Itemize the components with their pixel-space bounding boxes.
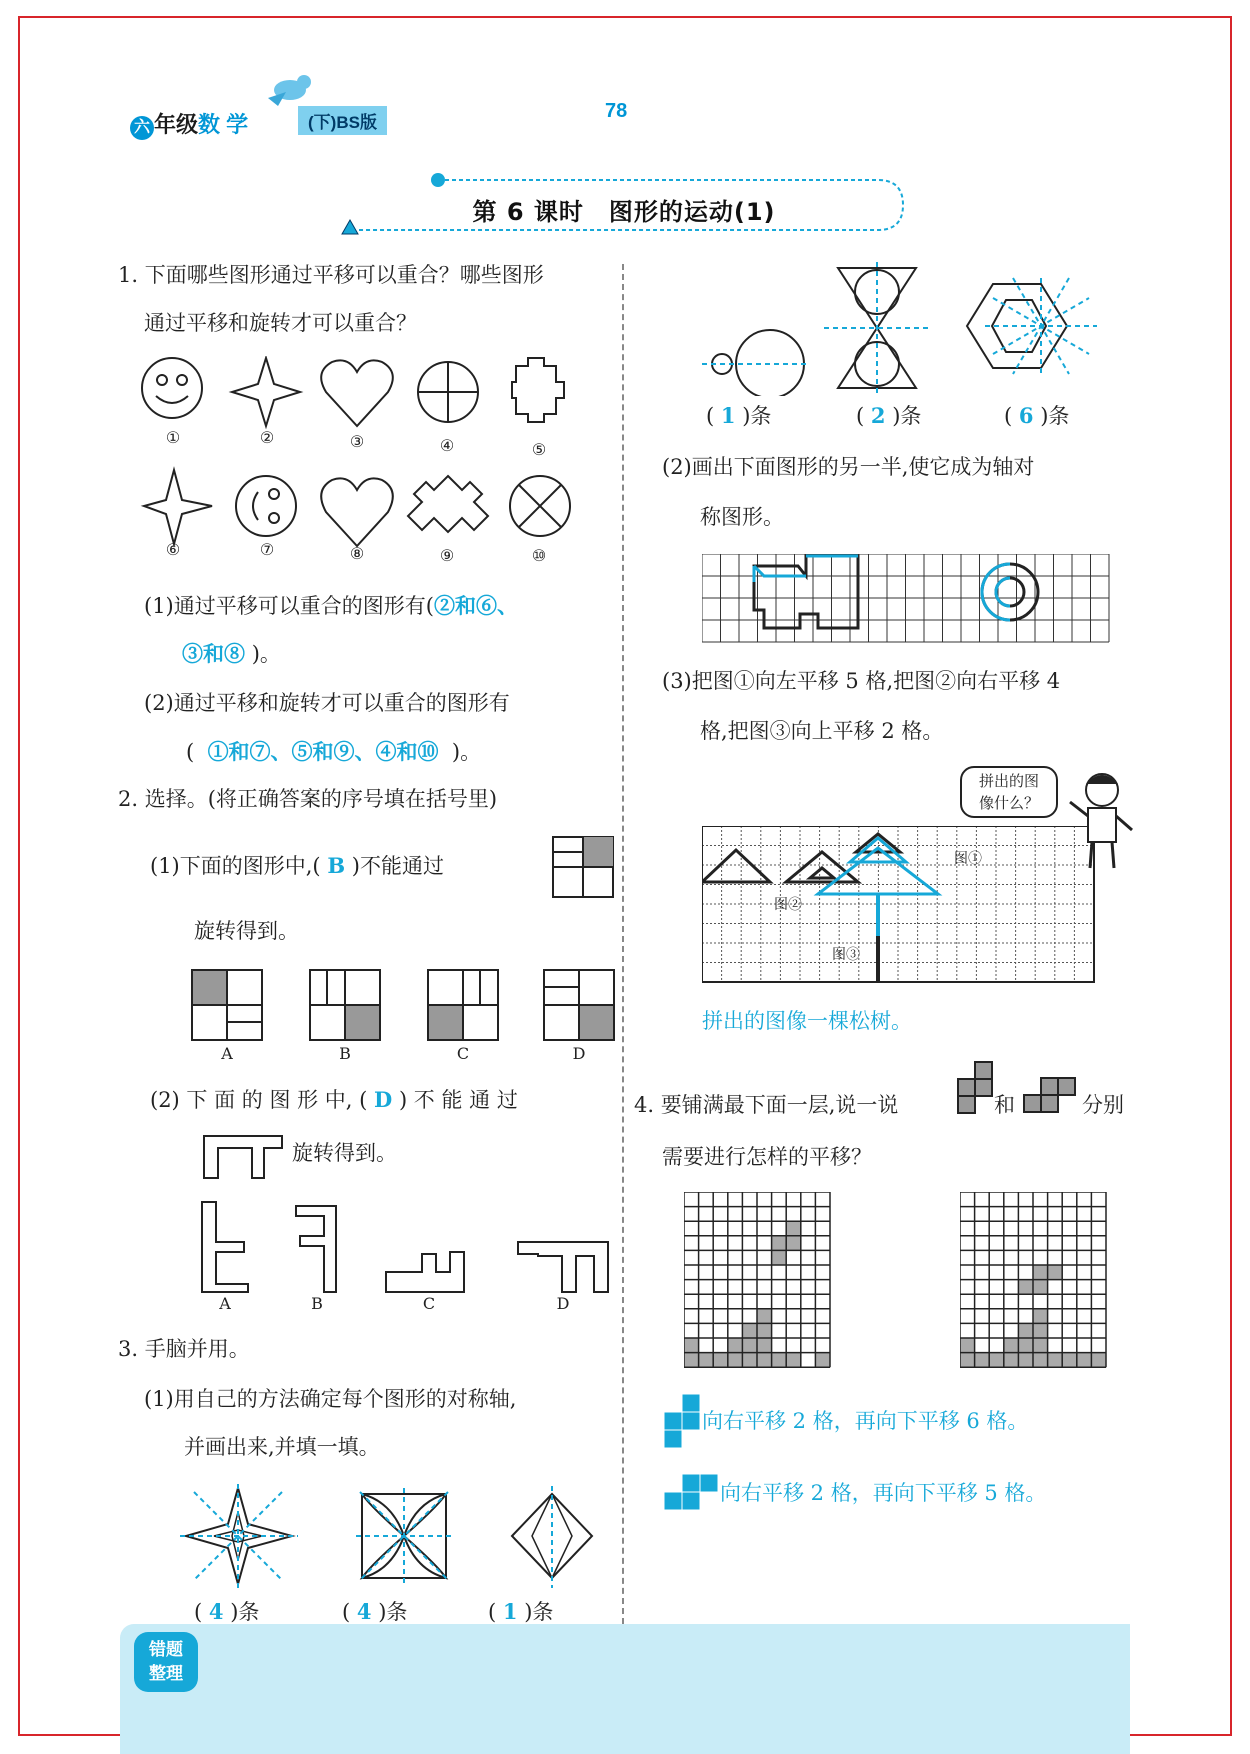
speech-line2: 像什么？ [978, 794, 1039, 812]
filled-cell [1062, 1353, 1077, 1368]
paren-close: )条 [230, 1600, 260, 1624]
filled-cell [772, 1250, 787, 1265]
q3-half-drawing-grid [702, 554, 1126, 644]
q2-p2-suffix: ) 不 能 通 过 [398, 1088, 518, 1112]
page-number: 78 [605, 100, 628, 122]
paren-open: ( [706, 404, 715, 428]
filled-cell [1048, 1265, 1063, 1280]
tetris-grid-left [684, 1192, 832, 1368]
q2-option-c: C [456, 1044, 470, 1063]
q1-stem-line1: 1. 下面哪些图形通过平移可以重合？哪些图形 [118, 263, 544, 287]
speech-line1: 拼出的图 [978, 772, 1039, 790]
paren-open: ( [194, 1600, 203, 1624]
q3-p1-line2: 并画出来,并填一填。 [184, 1435, 380, 1459]
filled-cell [975, 1353, 990, 1368]
q4-answer1: 向右平移 2 格，再向下平移 6 格。 [702, 1409, 1029, 1433]
q2-p1-suffix: )不能通过 [351, 854, 444, 878]
shape-label-9: ⑨ [439, 546, 455, 565]
shape-label-3: ③ [349, 432, 365, 451]
filled-cell [699, 1353, 714, 1368]
q3-p2-line1: (2)画出下面图形的另一半,使它成为轴对 [662, 455, 1035, 479]
shape-label-7: ⑦ [259, 540, 275, 559]
q2-option2-d: D [556, 1294, 570, 1313]
filled-cell [960, 1353, 975, 1368]
q3-p3-line1: (3)把图①向左平移 5 格,把图②向右平移 4 [662, 669, 1061, 693]
paren-close: )条 [378, 1600, 408, 1624]
q1-shapes [136, 356, 616, 566]
filled-cell [757, 1338, 772, 1353]
q3-p1-line1: (1)用自己的方法确定每个图形的对称轴, [144, 1387, 517, 1411]
filled-cell [742, 1338, 757, 1353]
axes-count-value: 4 [208, 1599, 224, 1624]
filled-cell [1033, 1309, 1048, 1324]
axes-count-value: 1 [720, 403, 736, 428]
axes-count-value: 1 [502, 1599, 518, 1624]
q4-stem-prefix: 4. 要铺满最下面一层,说一说 [634, 1093, 899, 1117]
filled-cell [757, 1353, 772, 1368]
q1-sub2-answer: ①和⑦、⑤和⑨、④和⑩ [207, 739, 439, 764]
paren-close: )条 [742, 404, 772, 428]
filled-cell [815, 1353, 830, 1368]
lesson-title: 第 6 课时 图形的运动(1) [472, 198, 776, 226]
filled-cell [1048, 1353, 1063, 1368]
four-point-star-icon [144, 470, 212, 544]
fig-label-1: 图① [954, 851, 982, 867]
filled-cell [1077, 1353, 1092, 1368]
q3-p2-line2: 称图形。 [700, 505, 784, 529]
subject-label: 数 学 [198, 112, 249, 137]
shape-label-8: ⑧ [349, 544, 365, 563]
q2-stem: 2. 选择。(将正确答案的序号填在括号里) [118, 787, 498, 811]
error-notes-badge [134, 1632, 198, 1692]
shape-label-10: ⑩ [531, 546, 547, 565]
four-point-star-icon [232, 358, 300, 426]
q2-option-a: A [221, 1044, 233, 1063]
q2-options-squares [190, 968, 620, 1058]
q1-sub2-answer-line [186, 738, 481, 766]
paren-open: ( [488, 1600, 497, 1624]
q1-sub1-cont [182, 640, 281, 668]
heart-icon [321, 360, 393, 426]
l-tetromino-answer-icon [662, 1392, 702, 1452]
q1-sub1-suffix: )。 [251, 642, 281, 666]
q1-sub2: (2)通过平移和旋转才可以重合的图形有 [144, 691, 510, 715]
s-tetromino-icon [1022, 1076, 1080, 1116]
filled-cell [786, 1236, 801, 1251]
filled-cell [1004, 1353, 1019, 1368]
filled-cell [1018, 1353, 1033, 1368]
q3-p3-answer: 拼出的图像一棵松树。 [702, 1009, 912, 1033]
paren-open: ( [342, 1600, 351, 1624]
rotated-notched-square-icon [408, 476, 488, 532]
tetris-grid-right [960, 1192, 1108, 1368]
q3-stem: 3. 手脑并用。 [118, 1337, 250, 1361]
filled-cell [1004, 1338, 1019, 1353]
q2-options-shapes [196, 1200, 616, 1300]
filled-cell [1033, 1323, 1048, 1338]
q2-part1 [150, 852, 444, 880]
error-notes-area[interactable] [120, 1624, 1130, 1754]
q4-stem-suffix: 分别 [1082, 1093, 1124, 1117]
filled-cell [772, 1236, 787, 1251]
q2-option2-c: C [422, 1294, 436, 1313]
paren-close: )条 [524, 1600, 554, 1624]
column-divider [622, 264, 624, 1624]
speech-bubble [960, 766, 1058, 818]
q3-axes-count-1 [194, 1598, 259, 1626]
lesson-title-banner [338, 170, 910, 236]
circle-cross-icon [418, 362, 478, 422]
filled-cell [1018, 1280, 1033, 1295]
q1-stem-line2: 通过平移和旋转才可以重合？ [144, 311, 417, 335]
bird-mascot-icon [258, 72, 318, 112]
filled-cell [1033, 1280, 1048, 1295]
paren-close: )条 [1040, 404, 1070, 428]
shape-label-5: ⑤ [531, 440, 547, 459]
q2-p1-answer: B [327, 853, 346, 878]
grade-label: 年级 [154, 112, 199, 137]
axes-count-value: 2 [870, 403, 886, 428]
shape-label-4: ④ [439, 436, 455, 455]
filled-cell [684, 1353, 699, 1368]
filled-cell [1018, 1323, 1033, 1338]
q3-symmetry-figures-left [180, 1484, 620, 1596]
filled-cell [1091, 1353, 1106, 1368]
q1-sub1-prefix: (1)通过平移可以重合的图形有( [144, 594, 434, 618]
filled-cell [1018, 1338, 1033, 1353]
q2-reference-square-icon [552, 836, 614, 898]
footer-label-line2: 整理 [149, 1664, 183, 1684]
book-header [128, 72, 418, 142]
filled-cell [960, 1338, 975, 1353]
q3-axes-count-5 [856, 402, 921, 430]
filled-cell [742, 1323, 757, 1338]
q3-symmetry-figures-right [696, 262, 1106, 396]
q1-sub1-answer-part1: ②和⑥、 [433, 593, 518, 618]
filled-cell [757, 1323, 772, 1338]
q3-axes-count-3 [488, 1598, 553, 1626]
axes-count-value: 6 [1018, 403, 1034, 428]
filled-cell [713, 1353, 728, 1368]
heart-icon [321, 478, 393, 546]
filled-cell [772, 1353, 787, 1368]
q2-option2-b: B [311, 1294, 323, 1313]
q3-axes-count-4 [706, 402, 771, 430]
q1-sub1-answer-part2: ③和⑧ [182, 641, 245, 666]
paren-close: )条 [892, 404, 922, 428]
q2-reference-shape-icon [202, 1134, 286, 1180]
q2-option2-a: A [219, 1294, 231, 1313]
q4-stem-line2: 需要进行怎样的平移？ [662, 1145, 872, 1169]
q3-axes-count-2 [342, 1598, 407, 1626]
q1-sub1 [144, 592, 518, 620]
q2-option-b: B [339, 1044, 351, 1063]
q2-part2 [150, 1086, 518, 1114]
filled-cell [728, 1353, 743, 1368]
grade-number-badge: 六 [130, 116, 154, 140]
q2-p1-prefix: (1)下面的图形中,( [150, 854, 321, 878]
smiley-face-icon [142, 358, 202, 418]
filled-cell [786, 1221, 801, 1236]
shape-label-6: ⑥ [165, 540, 181, 559]
filled-cell [1033, 1338, 1048, 1353]
boy-character-icon [1062, 770, 1140, 874]
shape-label-2: ② [259, 428, 275, 447]
filled-cell [684, 1338, 699, 1353]
grade-subject [130, 108, 248, 140]
q4-answer2: 向右平移 2 格，再向下平移 5 格。 [720, 1481, 1047, 1505]
q2-p1-line2: 旋转得到。 [194, 919, 299, 943]
q2-option-d: D [572, 1044, 586, 1063]
q3-axes-count-6 [1004, 402, 1069, 430]
circle-x-icon [510, 476, 570, 536]
filled-cell [1033, 1353, 1048, 1368]
q3-p3-line2: 格,把图③向上平移 2 格。 [700, 719, 944, 743]
q3-translation-grid [702, 826, 1098, 986]
paren-open: ( [856, 404, 865, 428]
filled-cell [728, 1338, 743, 1353]
filled-cell [1033, 1265, 1048, 1280]
footer-label-line1: 错题 [149, 1640, 183, 1660]
q2-p2-line2: 旋转得到。 [292, 1141, 397, 1165]
notched-square-icon [512, 358, 564, 422]
fig-label-2: 图② [774, 897, 802, 913]
edition-label: (下)BS版 [298, 106, 387, 135]
q2-p2-prefix: (2) 下 面 的 图 形 中, ( [150, 1088, 368, 1112]
fig-label-3: 图③ [832, 947, 860, 963]
filled-cell [786, 1353, 801, 1368]
paren-open: ( [1004, 404, 1013, 428]
rotated-smiley-icon [236, 476, 296, 536]
q1-sub2-open: ( [186, 740, 195, 764]
filled-cell [742, 1353, 757, 1368]
s-tetromino-answer-icon [662, 1472, 722, 1514]
q4-stem-mid: 和 [994, 1093, 1015, 1117]
filled-cell [757, 1309, 772, 1324]
l-tetromino-icon [956, 1060, 994, 1118]
shape-label-1: ① [165, 428, 181, 447]
filled-cell [989, 1353, 1004, 1368]
q2-p2-answer: D [374, 1087, 393, 1112]
q1-sub2-close: )。 [451, 740, 482, 764]
axes-count-value: 4 [356, 1599, 372, 1624]
